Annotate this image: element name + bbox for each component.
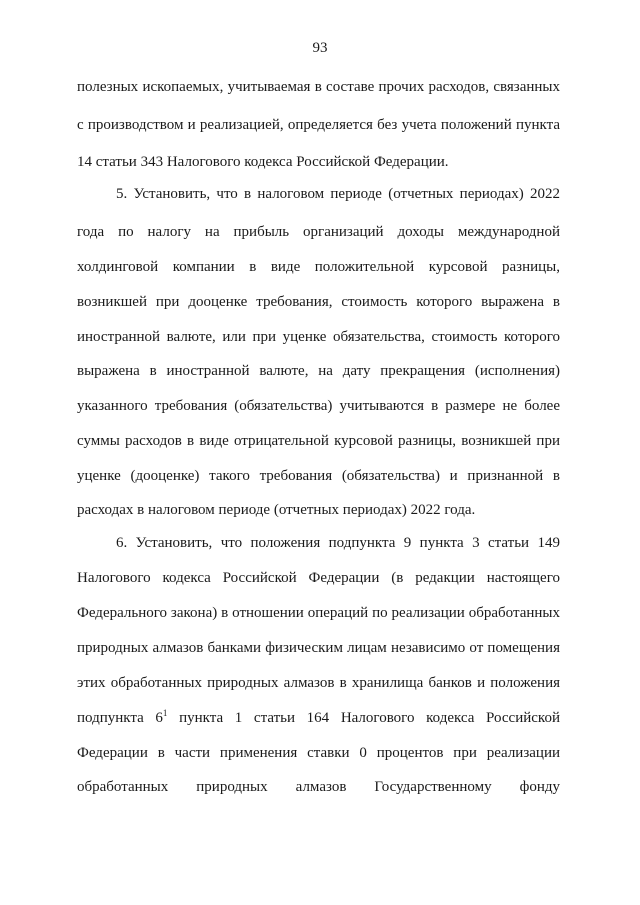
page-number: 93 bbox=[312, 40, 328, 56]
text-line: обработанных природных алмазов Государственному фонду bbox=[77, 779, 560, 795]
text-line: расходах в налоговом периоде (отчетных периодах) 2022 года. bbox=[77, 502, 476, 518]
text-line: уценке (дооценке) такого требования (обязательства) и признанной в bbox=[77, 468, 560, 484]
text-line: указанного требования (обязательства) учитываются в размере не более bbox=[77, 398, 560, 414]
text-line: Федерации в части применения ставки 0 процентов при реализации bbox=[77, 745, 560, 761]
text-fragment: подпункта 6 bbox=[77, 710, 163, 726]
text-line: возникшей при дооценке требования, стоимость которого выражена в bbox=[77, 294, 560, 310]
text-line: с производством и реализацией, определяется без учета положений пункта bbox=[77, 117, 560, 133]
text-line: природных алмазов банками физическим лицам независимо от помещения bbox=[77, 640, 560, 656]
text-line: холдинговой компании в виде положительной курсовой разницы, bbox=[77, 259, 560, 275]
text-line: Налогового кодекса Российской Федерации (в редакции настоящего bbox=[77, 570, 560, 586]
paragraph-6-start: 6. Установить, что положения подпункта 9 пункта 3 статьи 149 bbox=[116, 535, 560, 551]
text-line: полезных ископаемых, учитываемая в составе прочих расходов, связанных bbox=[77, 79, 560, 95]
text-line: этих обработанных природных алмазов в хранилища банков и положения bbox=[77, 675, 560, 691]
text-line: выражена в иностранной валюте, на дату прекращения (исполнения) bbox=[77, 363, 560, 379]
text-line: года по налогу на прибыль организаций доходы международной bbox=[77, 224, 560, 240]
text-line: суммы расходов в виде отрицательной курсовой разницы, возникшей при bbox=[77, 433, 560, 449]
text-line: 14 статьи 343 Налогового кодекса Российской Федерации. bbox=[77, 154, 449, 170]
superscript: 1 bbox=[162, 708, 168, 718]
text-line: Федерального закона) в отношении операций по реализации обработанных bbox=[77, 605, 560, 621]
text-line: иностранной валюте, или при уценке обязательства, стоимость которого bbox=[77, 329, 560, 345]
text-line bbox=[77, 708, 560, 728]
paragraph-5-start: 5. Установить, что в налоговом периоде (отчетных периодах) 2022 bbox=[116, 186, 560, 202]
text-fragment: пункта 1 статьи 164 Налогового кодекса Российской bbox=[167, 710, 560, 726]
